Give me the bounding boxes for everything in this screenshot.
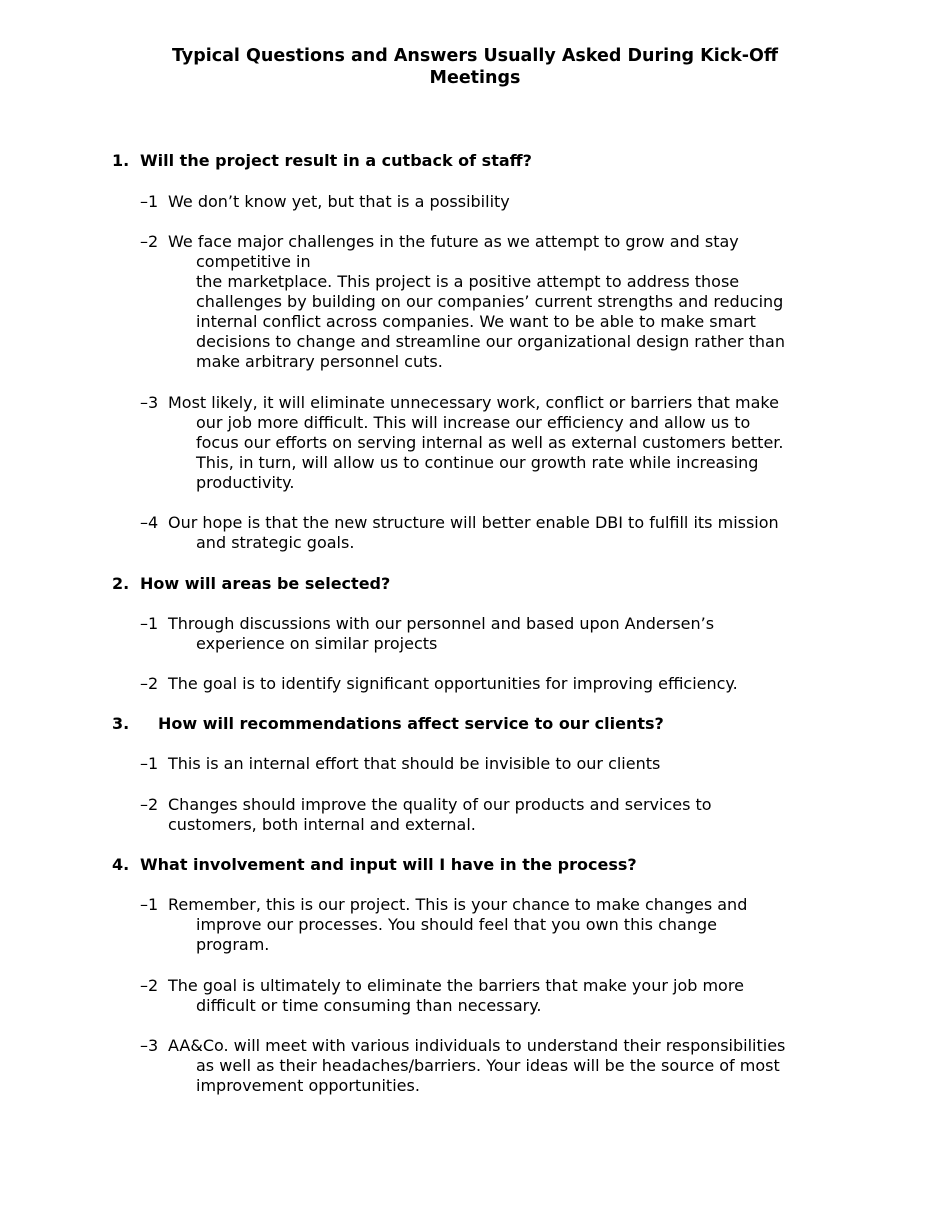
answer-line: our job more difficult. This will increase our efficiency and allow us to xyxy=(196,413,751,432)
answer-label: –2 xyxy=(140,232,159,251)
question-text: Will the project result in a cutback of staff? xyxy=(140,151,532,170)
question-number: 1. xyxy=(112,151,130,170)
answer-line: The goal is ultimately to eliminate the barriers that make your job more xyxy=(168,976,744,995)
question-text: How will recommendations affect service to our clients? xyxy=(158,714,664,733)
answer-line: This, in turn, will allow us to continue our growth rate while increasing xyxy=(196,453,759,472)
answer-line: Changes should improve the quality of our products and services to xyxy=(168,795,712,814)
answer-4-2 xyxy=(140,976,744,1016)
answer-line: improvement opportunities. xyxy=(196,1076,420,1095)
answer-1-3 xyxy=(140,393,783,493)
answer-line: productivity. xyxy=(196,473,295,492)
question-number: 4. xyxy=(112,855,130,874)
answer-line: the marketplace. This project is a positive attempt to address those xyxy=(196,272,740,291)
answer-2-1 xyxy=(140,614,714,654)
answer-line: decisions to change and streamline our organizational design rather than xyxy=(196,332,785,351)
question-number: 2. xyxy=(112,574,130,593)
answer-line: challenges by building on our companies’ current strengths and reducing xyxy=(196,292,784,311)
answer-line: Our hope is that the new structure will better enable DBI to fulfill its mission xyxy=(168,513,779,532)
answer-line: AA&Co. will meet with various individuals to understand their responsibilities xyxy=(168,1036,786,1055)
answer-1-2 xyxy=(140,232,785,372)
answer-label: –1 xyxy=(140,192,159,211)
answer-line: competitive in xyxy=(196,252,311,271)
answer-line: internal conflict across companies. We want to be able to make smart xyxy=(196,312,756,331)
answer-label: –3 xyxy=(140,393,159,412)
answer-4-1 xyxy=(140,895,747,955)
question-number: 3. xyxy=(112,714,130,733)
question-text: What involvement and input will I have in the process? xyxy=(140,855,637,874)
answer-line: The goal is to identify significant opportunities for improving efficiency. xyxy=(168,674,738,693)
answer-label: –1 xyxy=(140,754,159,773)
answer-line: as well as their headaches/barriers. Your ideas will be the source of most xyxy=(196,1056,780,1075)
answer-3-1 xyxy=(140,754,660,774)
answer-4-3 xyxy=(140,1036,785,1096)
answer-line: improve our processes. You should feel that you own this change xyxy=(196,915,717,934)
question-text: How will areas be selected? xyxy=(140,574,391,593)
answer-2-2 xyxy=(140,674,738,694)
answer-label: –1 xyxy=(140,614,159,633)
answer-line: We face major challenges in the future as we attempt to grow and stay xyxy=(168,232,739,251)
title-line-1: Typical Questions and Answers Usually Asked During Kick-Off xyxy=(171,46,779,66)
question-1 xyxy=(112,151,532,171)
answer-label: –3 xyxy=(140,1036,159,1055)
answer-label: –1 xyxy=(140,895,159,914)
question-3 xyxy=(112,714,664,734)
answer-line: experience on similar projects xyxy=(196,634,438,653)
answer-line: customers, both internal and external. xyxy=(168,815,476,834)
answer-line: We don’t know yet, but that is a possibility xyxy=(168,192,510,211)
answer-label: –2 xyxy=(140,976,159,995)
answer-3-2 xyxy=(140,795,712,835)
answer-line: difficult or time consuming than necessary. xyxy=(196,996,542,1015)
answer-line: focus our efforts on serving internal as well as external customers better. xyxy=(196,433,784,452)
answer-line: and strategic goals. xyxy=(196,533,355,552)
title-line-2: Meetings xyxy=(429,68,521,88)
answer-line: Most likely, it will eliminate unnecessary work, conflict or barriers that make xyxy=(168,393,779,412)
answer-line: program. xyxy=(196,935,270,954)
answer-line: This is an internal effort that should be invisible to our clients xyxy=(168,754,661,773)
answer-1-1 xyxy=(140,192,510,212)
answer-line: Remember, this is our project. This is your chance to make changes and xyxy=(168,895,748,914)
answer-line: Through discussions with our personnel and based upon Andersen’s xyxy=(168,614,715,633)
question-4 xyxy=(112,855,637,875)
document-title xyxy=(0,45,950,89)
answer-label: –2 xyxy=(140,674,159,693)
answer-label: –4 xyxy=(140,513,159,532)
answer-1-4 xyxy=(140,513,779,553)
answer-label: –2 xyxy=(140,795,159,814)
answer-line: make arbitrary personnel cuts. xyxy=(196,352,443,371)
question-2 xyxy=(112,574,390,594)
